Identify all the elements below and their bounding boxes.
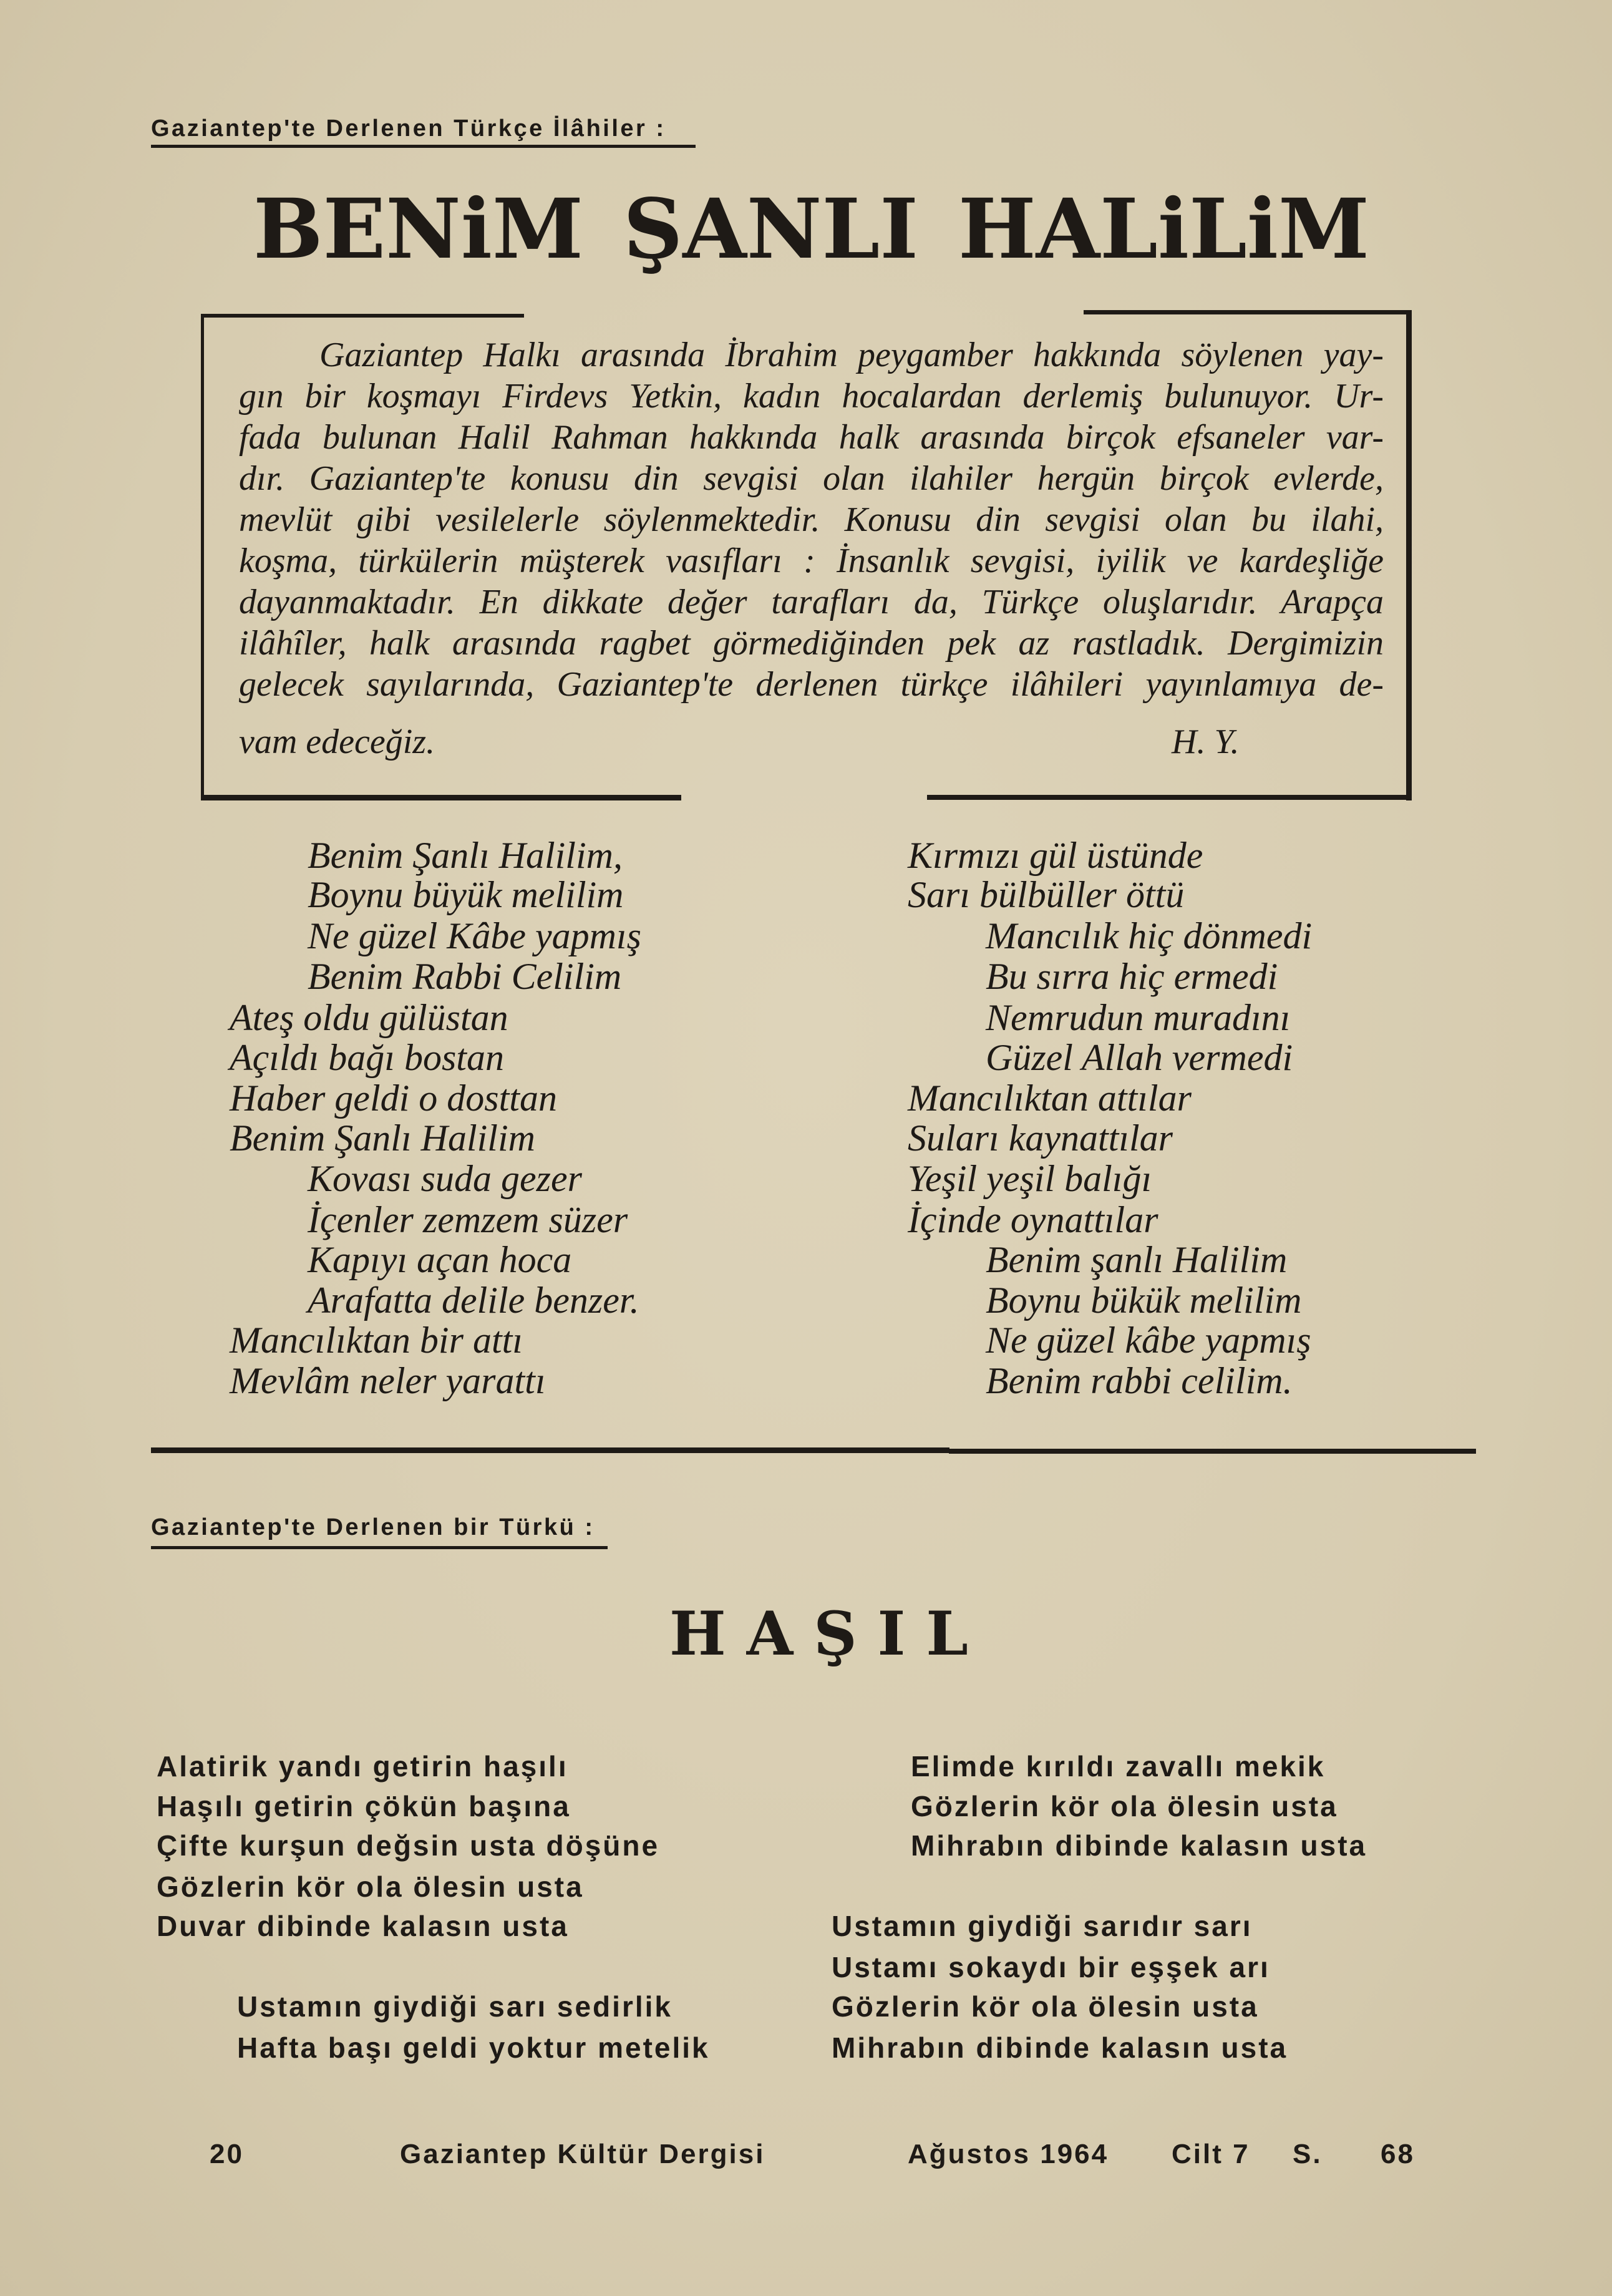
intro-line: mevlüt gibi vesilelerle söylenmektedir. Konusu din sevgisi olan bu ilahi, <box>239 500 1384 539</box>
poem-line: Boynu bükük melilim <box>986 1280 1302 1321</box>
poem-line: Kovası suda gezer <box>308 1158 582 1199</box>
intro-line: gın bir koşmayı Firdevs Yetkin, kadın hocalardan derlemiş bulunuyor. Ur- <box>239 377 1384 416</box>
turku-line: Mihrabın dibinde kalasın usta <box>911 1829 1367 1862</box>
issue-number: 68 <box>1381 2139 1415 2169</box>
turku-line: Gözlerin kör ola ölesin usta <box>832 1990 1259 2023</box>
poem-line: İçinde oynattılar <box>908 1199 1158 1240</box>
poem-line: Kapıyı açan hoca <box>308 1239 572 1280</box>
poem-line: Benim Şanlı Halilim, <box>308 835 623 876</box>
intro-line: dır. Gaziantep'te konusu din sevgisi olan ilahiler hergün birçok evlerde, <box>239 459 1384 498</box>
poem-line: Boynu büyük melilim <box>308 874 624 915</box>
author-signature: H. Y. <box>1172 722 1240 761</box>
turku-line: Elimde kırıldı zavallı mekik <box>911 1750 1326 1783</box>
section-divider <box>151 1447 949 1453</box>
poem-line: Ne güzel Kâbe yapmış <box>308 915 641 956</box>
box-left-border <box>201 314 204 800</box>
poem-line: Mancılık hiç dönmedi <box>986 915 1313 956</box>
box-bottom-left-border <box>201 795 681 800</box>
poem-line: Yeşil yeşil balığı <box>908 1158 1152 1199</box>
turku-line: Ustamı sokaydı bir eşşek arı <box>832 1951 1270 1983</box>
poem-line: Suları kaynattılar <box>908 1117 1173 1159</box>
turku-line: Gözlerin kör ola ölesin usta <box>157 1870 584 1903</box>
intro-line: dayanmaktadır. En dikkate değer tarafları da, Türkçe oluşlarıdır. Arapça <box>239 583 1384 621</box>
box-top-right-border <box>1084 310 1412 314</box>
turku-line: Gözlerin kör ola ölesin usta <box>911 1790 1338 1822</box>
poem-line: Arafatta delile benzer. <box>308 1280 639 1321</box>
poem-line: İçenler zemzem süzer <box>308 1199 628 1240</box>
volume-label: Cilt 7 <box>1172 2139 1250 2169</box>
page-number: 20 <box>210 2139 244 2169</box>
poem-line: Ateş oldu gülüstan <box>230 997 508 1038</box>
section-divider <box>949 1449 1476 1454</box>
intro-line: vam edeceğiz. <box>239 722 435 761</box>
intro-line: ilâhîler, halk arasında ragbet görmediğinden pek az rastladık. Dergimizin <box>239 624 1384 663</box>
poem-line: Açıldı bağı bostan <box>230 1037 504 1078</box>
poem-line: Kırmızı gül üstünde <box>908 835 1203 876</box>
section-label-ilahiler: Gaziantep'te Derlenen Türkçe İlâhiler : <box>151 115 666 142</box>
poem-line: Haber geldi o dosttan <box>230 1077 557 1119</box>
poem-line: Nemrudun muradını <box>986 997 1291 1038</box>
section-label-turku: Gaziantep'te Derlenen bir Türkü : <box>151 1514 595 1540</box>
turku-line: Ustamın giydiği sarı sedirlik <box>237 1990 672 2023</box>
poem-line: Sarı bülbüller öttü <box>908 874 1185 915</box>
intro-line: koşma, türkülerin müşterek vasıfları : İnsanlık sevgisi, iyilik ve kardeşliğe <box>239 542 1384 580</box>
intro-line: Gaziantep Halkı arasında İbrahim peygamber hakkında söylenen yay- <box>319 336 1384 374</box>
turku-line: Çifte kurşun değsin usta döşüne <box>157 1829 660 1862</box>
poem-line: Mevlâm neler yarattı <box>230 1360 546 1401</box>
turku-line: Alatirik yandı getirin haşılı <box>157 1750 568 1783</box>
turku-line: Ustamın giydiği sarıdır sarı <box>832 1910 1253 1942</box>
box-right-border <box>1406 310 1412 800</box>
turku-line: Duvar dibinde kalasın usta <box>157 1910 569 1942</box>
intro-line: fada bulunan Halil Rahman hakkında halk arasında birçok efsaneler var- <box>239 418 1384 457</box>
turku-line: Haşılı getirin çökün başına <box>157 1790 571 1822</box>
magazine-name: Gaziantep Kültür Dergisi <box>400 2139 765 2169</box>
poem-line: Mancılıktan bir attı <box>230 1320 523 1361</box>
poem-line: Benim şanlı Halilim <box>986 1239 1288 1280</box>
poem-line: Ne güzel kâbe yapmış <box>986 1320 1311 1361</box>
issue-date: Ağustos 1964 <box>908 2139 1109 2169</box>
ilahi-title: BENiM ŞANLI HALiLiM <box>253 181 1370 278</box>
poem-line: Benim Rabbi Celilim <box>308 956 622 997</box>
intro-line: gelecek sayılarında, Gaziantep'te derlenen türkçe ilâhileri yayınlamıya de- <box>239 665 1384 704</box>
turku-line: Mihrabın dibinde kalasın usta <box>832 2031 1288 2064</box>
poem-line: Benim rabbi celilim. <box>986 1360 1293 1401</box>
poem-line: Benim Şanlı Halilim <box>230 1117 535 1159</box>
box-top-left-border <box>201 314 524 318</box>
section-label-underline <box>151 145 696 148</box>
turku-line: Hafta başı geldi yoktur metelik <box>237 2031 710 2064</box>
poem-line: Güzel Allah vermedi <box>986 1037 1293 1078</box>
section-label-underline <box>151 1546 608 1549</box>
box-bottom-right-border <box>927 795 1412 800</box>
turku-title: HAŞIL <box>669 1598 989 1669</box>
poem-line: Bu sırra hiç ermedi <box>986 956 1278 997</box>
poem-line: Mancılıktan attılar <box>908 1077 1192 1119</box>
issue-label: S. <box>1293 2139 1323 2169</box>
